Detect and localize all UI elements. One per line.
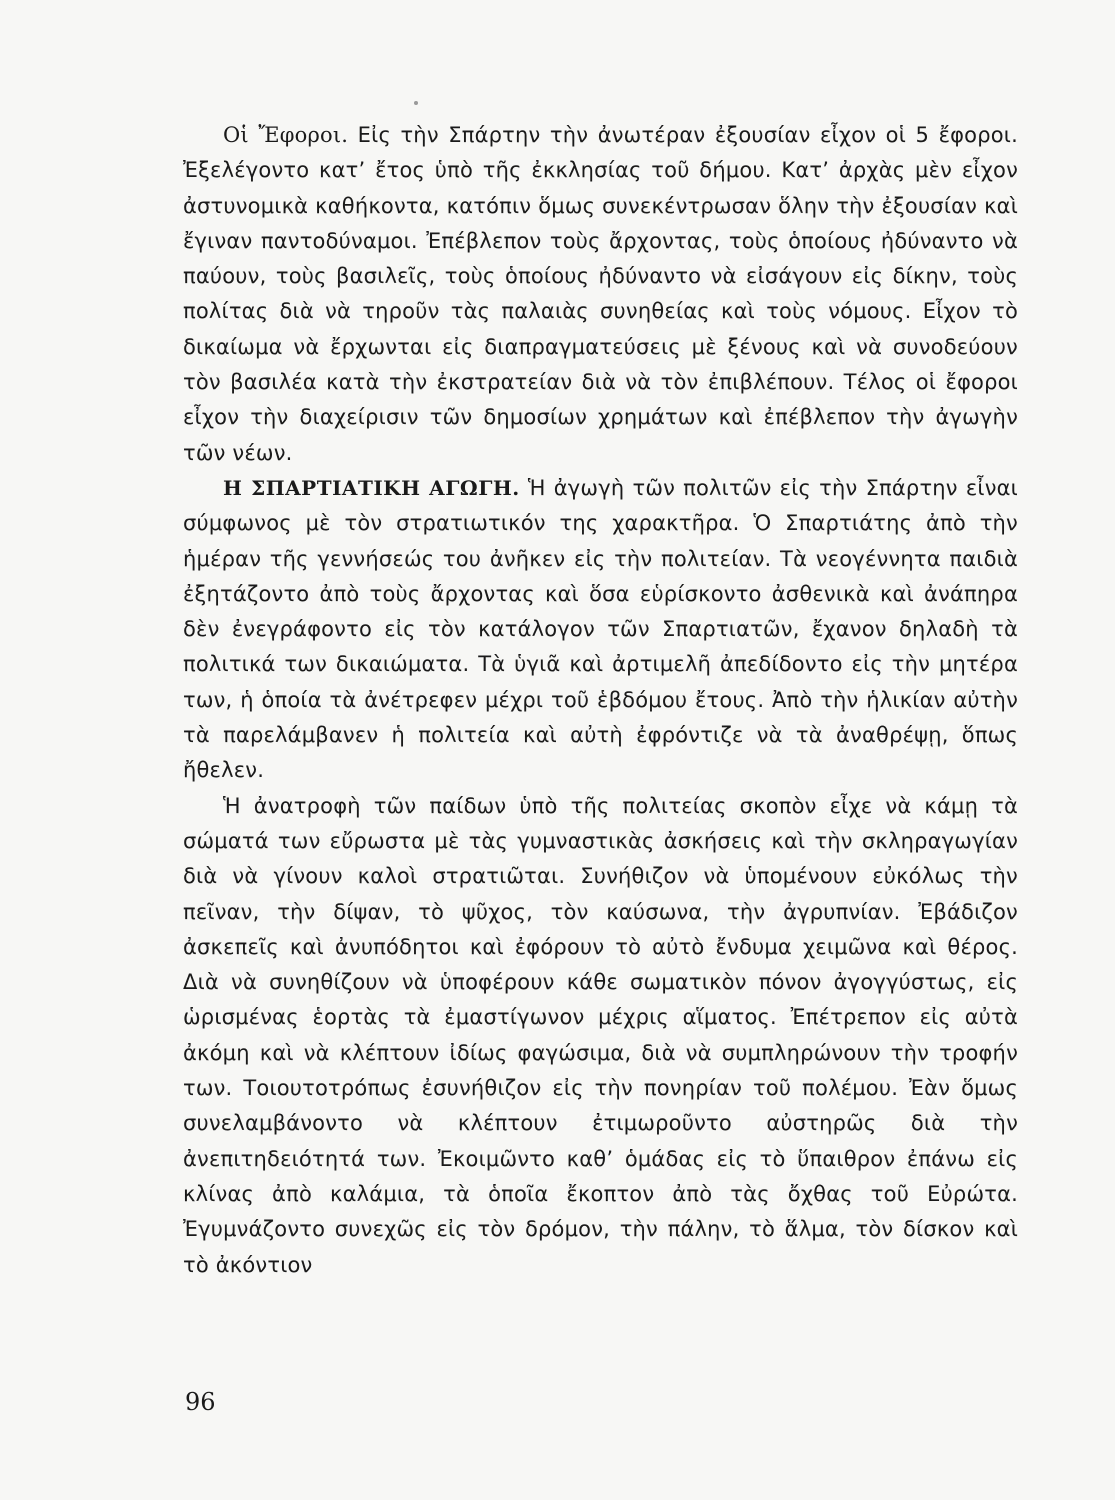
agoge-text: Ἡ ἀγωγὴ τῶν πολιτῶν εἰς τὴν Σπάρτην εἶναι σύμφωνος μὲ τὸν στρατιωτικόν της χαρακτῆρα. Ὁ Σπαρτιάτης ἀπὸ τὴν ἡμέραν τῆς γεννήσεώς του ἀνῆκεν εἰς τὴν πολιτείαν. Τὰ νεογέννητα παιδιὰ ἐξητάζοντο ἀπὸ τοὺς ἄρχοντας καὶ ὅσα εὑρίσκοντο ἀσθενικὰ καὶ ἀνάπηρα δὲν ἐνεγράφοντο εἰς τὸν κατάλογον τῶν Σπαρτιατῶν, ἔχανον δηλαδὴ τὰ πολιτικά των δικαιώματα. Τὰ ὑγιᾶ καὶ ἀρτιμελῆ ἀπεδίδοντο εἰς τὴν μητέρα των, ἡ ὁποία τὰ ἀνέτρεφεν μέχρι τοῦ ἑβδόμου ἔτους. Ἀπὸ τὴν ἡλικίαν αὐτὴν τὰ παρελάμβανεν ἡ πολιτεία καὶ αὐτὴ ἐφρόντιζε νὰ τὰ ἀναθρέψῃ, ὅπως ἤθελεν. xyxy=(183,475,1018,783)
paper-speck xyxy=(414,101,418,105)
ephors-text: Εἰς τὴν Σπάρτην τὴν ἀνωτέραν ἐξουσίαν εἶχον οἱ 5 ἔφοροι. Ἐξελέγοντο κατ’ ἔτος ὑπὸ τῆς ἐκκλησίας τοῦ δήμου. Κατ’ ἀρχὰς μὲν εἶχον ἀστυνομικὰ καθήκοντα, κατόπιν ὅμως συνεκέντρωσαν ὅλην τὴν ἐξουσίαν καὶ ἔγιναν παντοδύναμοι. Ἐπέβλεπον τοὺς ἄρχοντας, τοὺς ὁποίους ἠδύναντο νὰ παύουν, τοὺς βασιλεῖς, τοὺς ὁποίους ἠδύναντο νὰ εἰσάγουν εἰς δίκην, τοὺς πολίτας διὰ νὰ τηροῦν τὰς παλαιὰς συνηθείας καὶ τοὺς νόμους. Εἶχον τὸ δικαίωμα νὰ ἔρχωνται εἰς διαπραγματεύσεις μὲ ξένους καὶ νὰ συνοδεύουν τὸν βασιλέα κατὰ τὴν ἐκστρατείαν διὰ νὰ τὸν ἐπιβλέπουν. Τέλος οἱ ἔφοροι εἶχον τὴν διαχείρισιν τῶν δημοσίων χρημάτων καὶ ἐπέβλεπον τὴν ἀγωγὴν τῶν νέων. xyxy=(183,123,1018,465)
page-body xyxy=(183,118,1018,1283)
agoge-paragraph xyxy=(183,471,1018,789)
ephors-term: Οἱ Ἔφοροι. xyxy=(223,123,349,147)
agoge-heading: Η ΣΠΑΡΤΙΑΤΙΚΗ ΑΓΩΓΗ. xyxy=(223,475,520,500)
upbringing-paragraph xyxy=(183,789,1018,1283)
upbringing-text: Ἡ ἀνατροφὴ τῶν παίδων ὑπὸ τῆς πολιτείας σκοπὸν εἶχε νὰ κάμῃ τὰ σώματά των εὔρωστα μὲ τὰς γυμναστικὰς ἀσκήσεις καὶ τὴν σκληραγωγίαν διὰ νὰ γίνουν καλοὶ στρατιῶται. Συνήθιζον νὰ ὑπομένουν εὐκόλως τὴν πεῖναν, τὴν δίψαν, τὸ ψῦχος, τὸν καύσωνα, τὴν ἀγρυπνίαν. Ἐβάδιζον ἀσκεπεῖς καὶ ἀνυπόδητοι καὶ ἐφόρουν τὸ αὐτὸ ἔνδυμα χειμῶνα καὶ θέρος. Διὰ νὰ συνηθίζουν νὰ ὑποφέρουν κάθε σωματικὸν πόνον ἀγογγύστως, εἰς ὡρισμένας ἑορτὰς τὰ ἐμαστίγωνον μέχρις αἵματος. Ἐπέτρεπον εἰς αὐτὰ ἀκόμη καὶ νὰ κλέπτουν ἰδίως φαγώσιμα, διὰ νὰ συμπληρώνουν τὴν τροφήν των. Τοιουτοτρόπως ἐσυνήθιζον εἰς τὴν πονηρίαν τοῦ πολέμου. Ἐὰν ὅμως συνελαμβάνοντο νὰ κλέπτουν ἐτιμωροῦντο αὐστηρῶς διὰ τὴν ἀνεπιτηδειότητά των. Ἐκοιμῶντο καθ’ ὁμάδας εἰς τὸ ὕπαιθρον ἐπάνω εἰς κλίνας ἀπὸ καλάμια, τὰ ὁποῖα ἔκοπτον ἀπὸ τὰς ὄχθας τοῦ Εὐρώτα. Ἐγυμνάζοντο συνεχῶς εἰς τὸν δρόμον, τὴν πάλην, τὸ ἅλμα, τὸν δίσκον καὶ τὸ ἀκόντιον xyxy=(183,793,1018,1277)
ephors-paragraph xyxy=(183,118,1018,471)
page-number: 96 xyxy=(185,1388,216,1416)
